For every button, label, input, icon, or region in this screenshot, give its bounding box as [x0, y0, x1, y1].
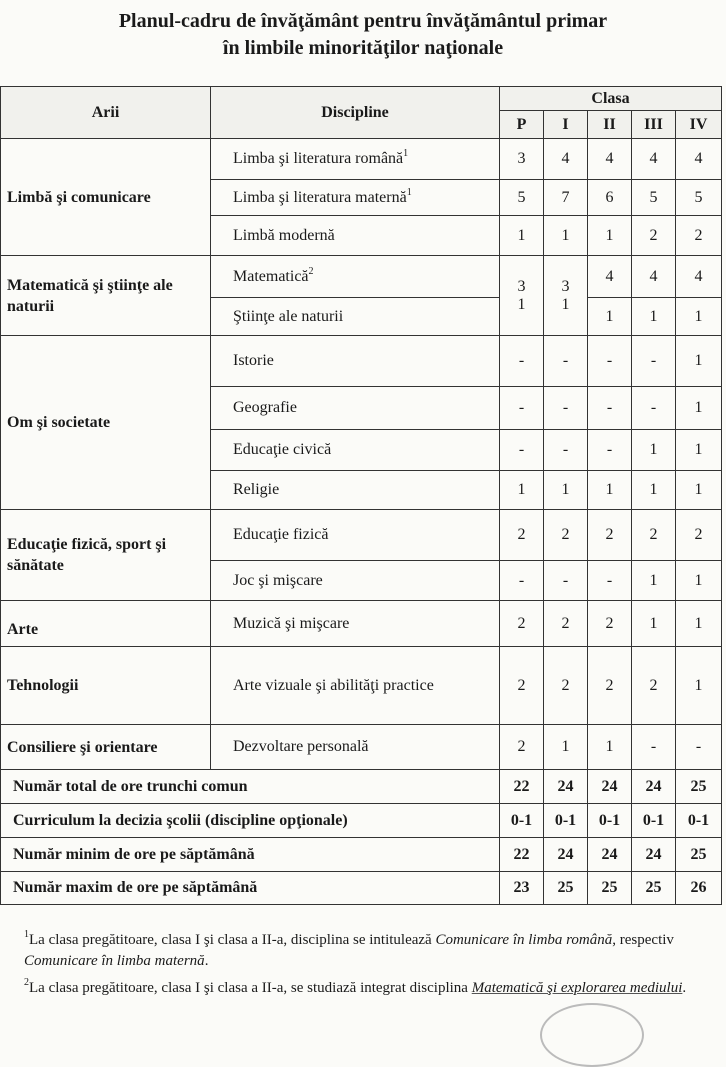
summary-value: 0-1 [632, 804, 676, 838]
value-cell: 4 [544, 139, 588, 180]
value-cell: - [588, 387, 632, 430]
summary-value: 25 [588, 872, 632, 905]
value-cell: 7 [544, 180, 588, 216]
summary-value: 23 [500, 872, 544, 905]
page-title: Planul-cadru de învăţământ pentru învăţământul primar [118, 10, 608, 32]
value-cell: - [588, 336, 632, 387]
value-cell: 1 [544, 216, 588, 256]
value-cell: 2 [500, 601, 544, 647]
value-cell: - [544, 561, 588, 601]
value-cell: 4 [588, 139, 632, 180]
value-cell: 1 [676, 561, 722, 601]
value-cell: 2 [544, 601, 588, 647]
header-grade: I [544, 111, 588, 139]
value-cell: 2 [632, 510, 676, 561]
value-cell: - [632, 725, 676, 770]
subject-name: Limbă modernă [211, 216, 500, 256]
header-grade: III [632, 111, 676, 139]
area-limba: Limbă şi comunicare [1, 139, 211, 256]
summary-label: Număr minim de ore pe săptămână [1, 838, 500, 872]
summary-value: 0-1 [500, 804, 544, 838]
summary-label: Curriculum la decizia şcolii (discipline opţionale) [1, 804, 500, 838]
summary-value: 25 [544, 872, 588, 905]
summary-value: 22 [500, 838, 544, 872]
summary-value: 26 [676, 872, 722, 905]
area-tehnologii: Tehnologii [1, 647, 211, 725]
value-cell: - [588, 561, 632, 601]
subject-name: Istorie [211, 336, 500, 387]
value-cell: 2 [544, 510, 588, 561]
value-cell: - [544, 430, 588, 471]
summary-value: 0-1 [544, 804, 588, 838]
merged-value-cell: 3 1 [544, 256, 588, 336]
area-consiliere: Consiliere şi orientare [1, 725, 211, 770]
subject-name: Joc şi mişcare [211, 561, 500, 601]
header-arii: Arii [1, 87, 211, 139]
value-cell: 4 [676, 139, 722, 180]
footnote-2: $^2$La clasa pregătitoare, clasa I şi clasa a II-a, se studiază integrat disciplina Matematică şi explorarea mediului. [24, 977, 687, 996]
value-cell: 5 [632, 180, 676, 216]
value-cell: 2 [676, 510, 722, 561]
value-cell: - [544, 387, 588, 430]
value-cell: 1 [588, 725, 632, 770]
value-cell: 4 [676, 256, 722, 298]
value-cell: 2 [544, 647, 588, 725]
value-cell: 2 [588, 647, 632, 725]
curriculum-table [0, 86, 722, 905]
value-cell: 1 [500, 216, 544, 256]
subject-name: Limba şi literatura română$^1$ [211, 139, 500, 180]
subject-name: Arte vizuale şi abilităţi practice [211, 647, 500, 725]
value-cell: 1 [588, 216, 632, 256]
value-cell: 2 [500, 510, 544, 561]
value-cell: 5 [500, 180, 544, 216]
subject-name: Matematică$^2$ [211, 256, 500, 298]
value-cell: 2 [632, 647, 676, 725]
header-grade: II [588, 111, 632, 139]
summary-value: 24 [544, 838, 588, 872]
subject-name: Ştiinţe ale naturii [211, 298, 500, 336]
area-educatie: Educaţie fizică, sport şi sănătate [1, 510, 211, 601]
value-cell: - [500, 561, 544, 601]
value-cell: 6 [588, 180, 632, 216]
value-cell: 1 [544, 471, 588, 510]
value-cell: - [676, 725, 722, 770]
merged-value-cell: 3 1 [500, 256, 544, 336]
value-cell: - [632, 336, 676, 387]
value-cell: 1 [676, 430, 722, 471]
summary-label: Număr maxim de ore pe săptămână [1, 872, 500, 905]
value-cell: 1 [500, 471, 544, 510]
value-cell: 1 [632, 601, 676, 647]
header-grade: P [500, 111, 544, 139]
summary-value: 24 [632, 770, 676, 804]
official-stamp [540, 1003, 644, 1067]
value-cell: 1 [632, 561, 676, 601]
area-arte: Arte [1, 601, 211, 647]
summary-value: 24 [588, 838, 632, 872]
value-cell: - [544, 336, 588, 387]
header-discipline: Discipline [211, 87, 500, 139]
header-clasa: Clasa [500, 87, 722, 111]
subject-name: Limba şi literatura maternă$^1$ [211, 180, 500, 216]
value-cell: - [500, 430, 544, 471]
summary-value: 0-1 [676, 804, 722, 838]
value-cell: 4 [632, 256, 676, 298]
summary-value: 24 [632, 838, 676, 872]
subject-name: Educaţie civică [211, 430, 500, 471]
value-cell: 2 [588, 601, 632, 647]
value-cell: 2 [676, 216, 722, 256]
value-cell: 4 [588, 256, 632, 298]
value-cell: 1 [588, 298, 632, 336]
value-cell: 2 [632, 216, 676, 256]
summary-value: 25 [632, 872, 676, 905]
summary-value: 24 [588, 770, 632, 804]
summary-value: 22 [500, 770, 544, 804]
value-cell: 1 [588, 471, 632, 510]
summary-value: 0-1 [588, 804, 632, 838]
value-cell: 1 [676, 471, 722, 510]
value-cell: 2 [500, 647, 544, 725]
value-cell: 5 [676, 180, 722, 216]
summary-value: 25 [676, 838, 722, 872]
area-matematica: Matematică şi ştiinţe ale naturii [1, 256, 211, 336]
value-cell: - [632, 387, 676, 430]
value-cell: 1 [632, 430, 676, 471]
subject-name: Religie [211, 471, 500, 510]
value-cell: 1 [544, 725, 588, 770]
value-cell: 1 [676, 336, 722, 387]
value-cell: 1 [632, 471, 676, 510]
value-cell: 1 [676, 387, 722, 430]
value-cell: 1 [676, 298, 722, 336]
summary-value: 25 [676, 770, 722, 804]
subject-name: Dezvoltare personală [211, 725, 500, 770]
header-grade: IV [676, 111, 722, 139]
summary-label: Număr total de ore trunchi comun [1, 770, 500, 804]
area-om: Om şi societate [1, 336, 211, 510]
value-cell: 2 [588, 510, 632, 561]
subject-name: Muzică şi mişcare [211, 601, 500, 647]
value-cell: - [588, 430, 632, 471]
value-cell: 1 [676, 601, 722, 647]
summary-value: 24 [544, 770, 588, 804]
value-cell: 3 [500, 139, 544, 180]
subject-name: Educaţie fizică [211, 510, 500, 561]
footnote-1: $^1$La clasa pregătitoare, clasa I şi clasa a II-a, disciplina se intitulează Comunicare în limba română, respectiv Comunicare în limba maternă. [24, 929, 674, 969]
value-cell: 2 [500, 725, 544, 770]
page-subtitle: în limbile minorităţilor naţionale [222, 37, 504, 59]
value-cell: 1 [676, 647, 722, 725]
subject-name: Geografie [211, 387, 500, 430]
value-cell: - [500, 387, 544, 430]
value-cell: - [500, 336, 544, 387]
value-cell: 1 [632, 298, 676, 336]
value-cell: 4 [632, 139, 676, 180]
